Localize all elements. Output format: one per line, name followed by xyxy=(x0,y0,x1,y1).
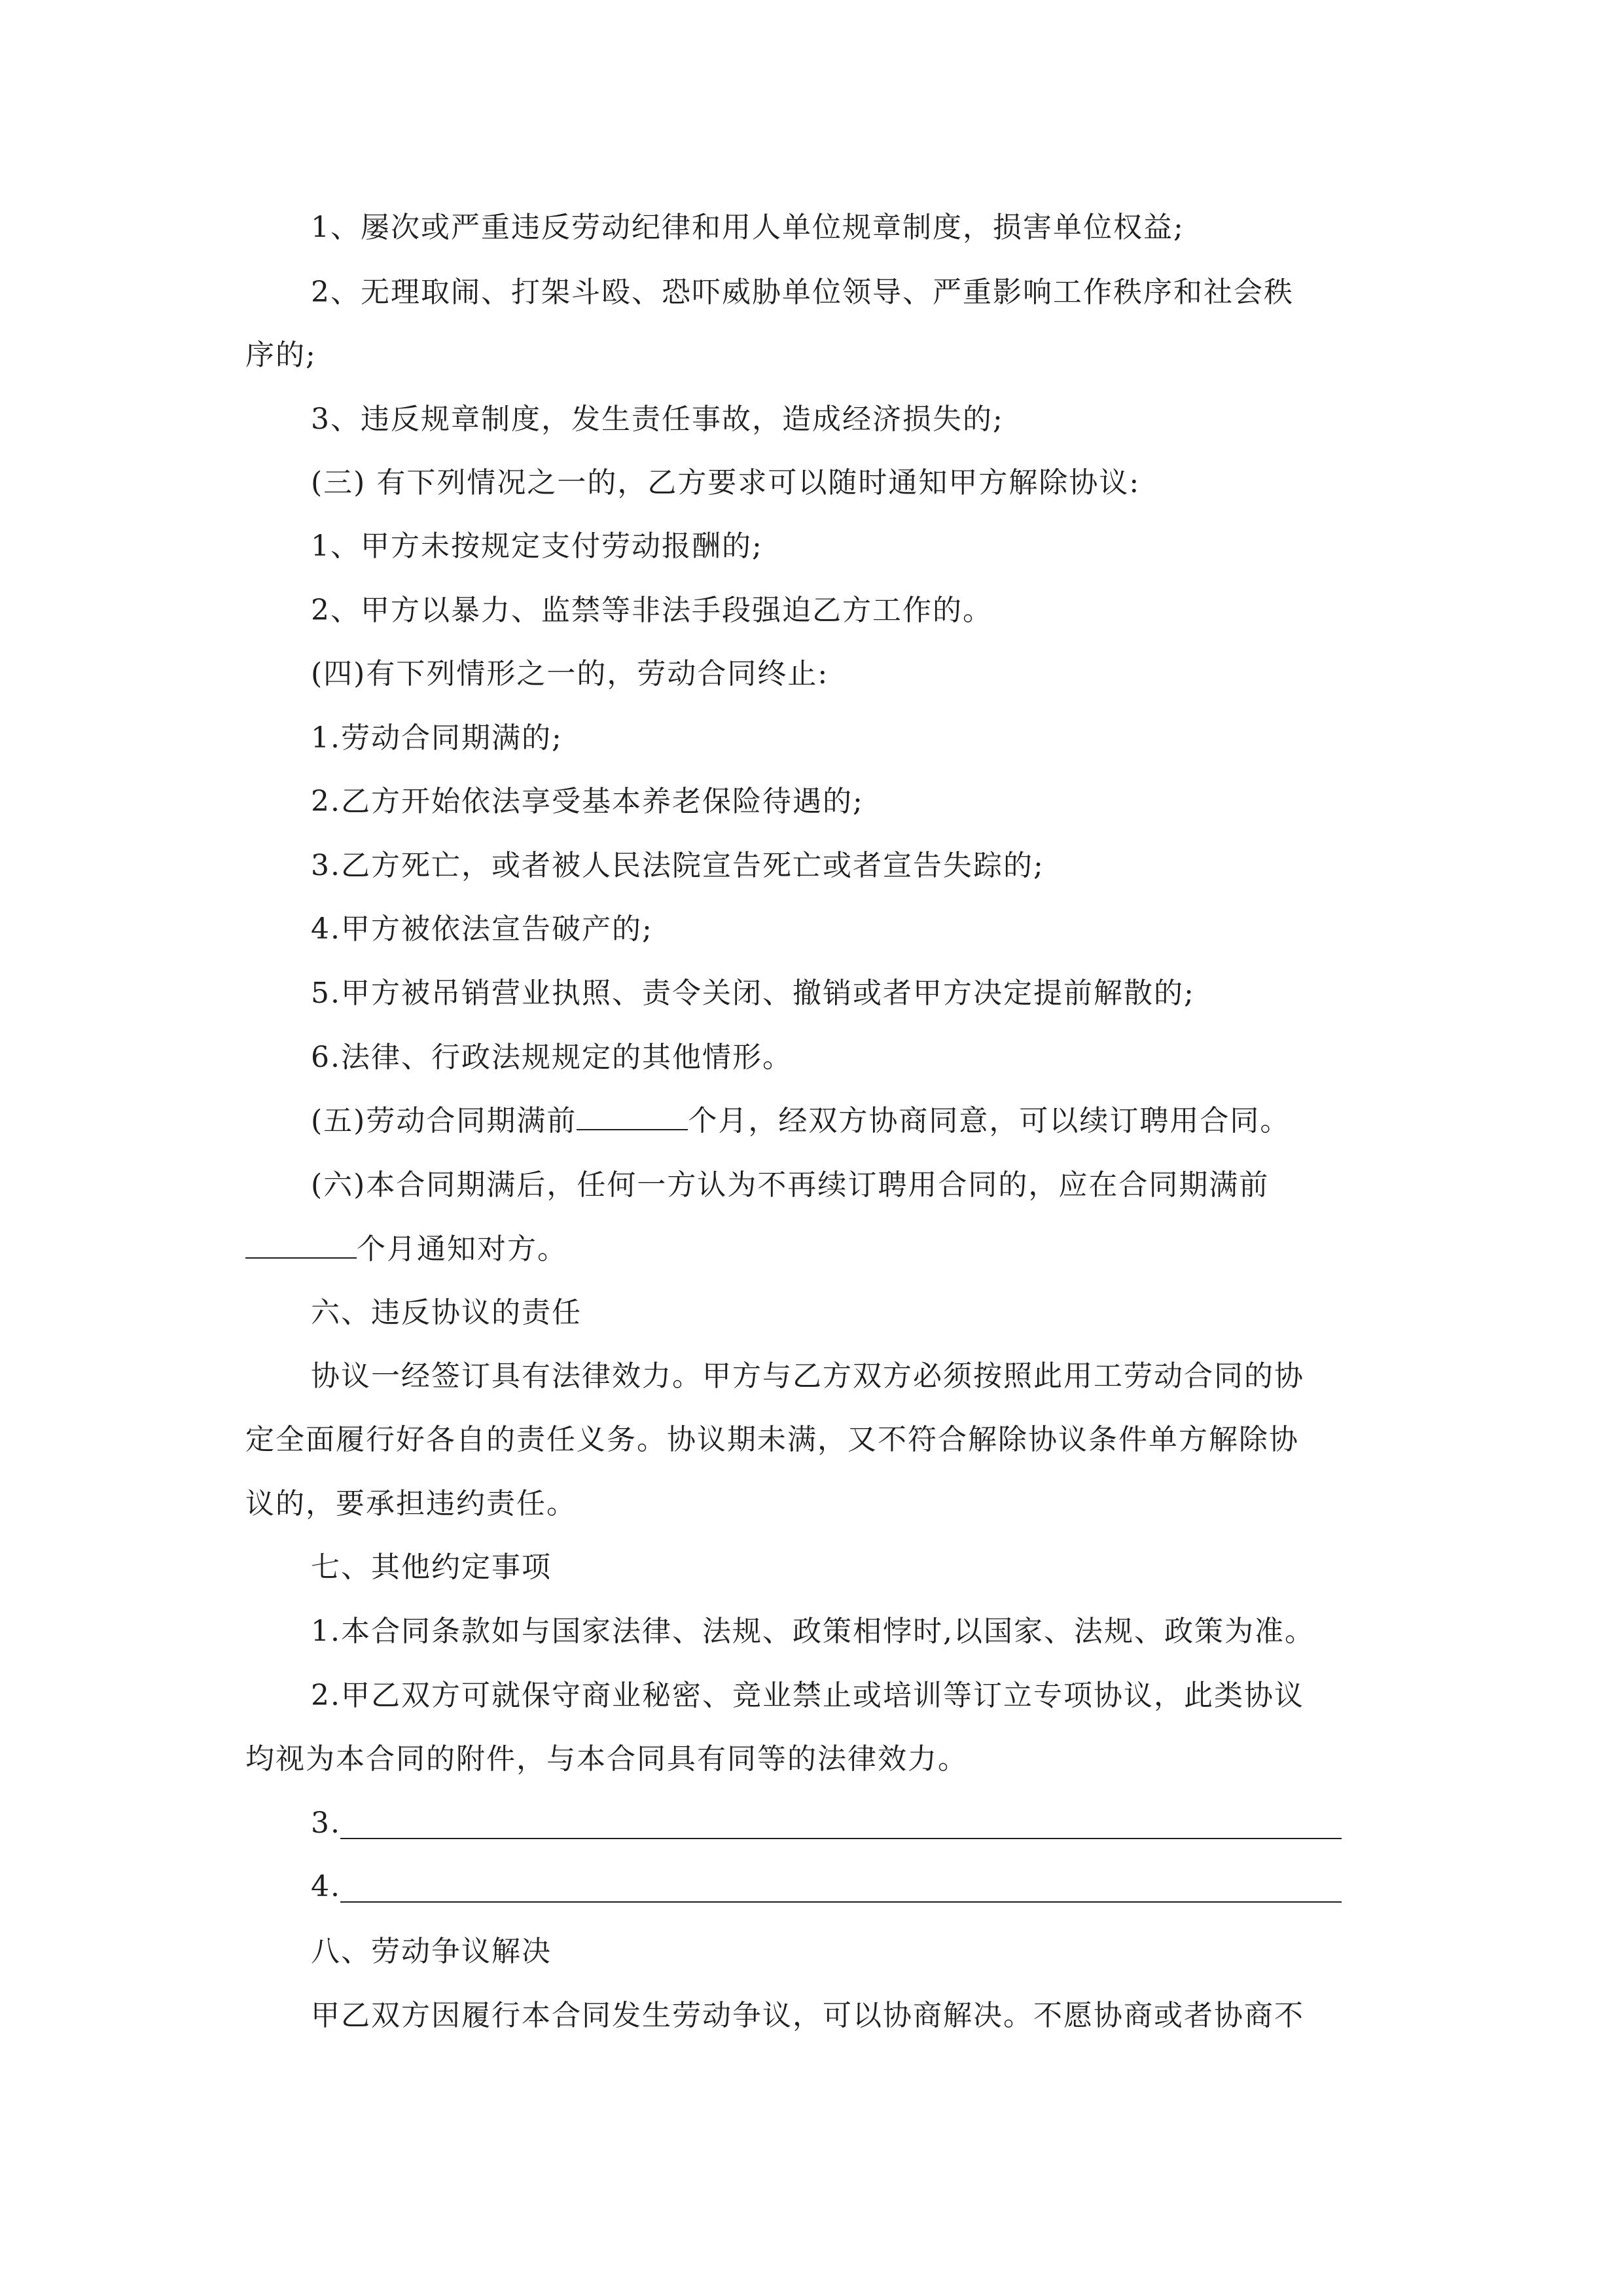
clause-line: 2、甲方以暴力、监禁等非法手段强迫乙方工作的。 xyxy=(311,594,993,627)
section-heading: (三) 有下列情况之一的，乙方要求可以随时通知甲方解除协议: xyxy=(311,466,1141,499)
fill-in-blank[interactable] xyxy=(245,1257,357,1259)
paragraph-line: 协议一经签订具有法律效力。甲方与乙方双方必须按照此用工劳动合同的协 xyxy=(311,1359,1304,1393)
clause-line: 均视为本合同的附件，与本合同具有同等的法律效力。 xyxy=(245,1742,968,1776)
clause-line: 2、无理取闹、打架斗殴、恐吓威胁单位领导、严重影响工作秩序和社会秩 xyxy=(311,276,1294,309)
section-heading: 八、劳动争议解决 xyxy=(311,1935,552,1968)
clause-line: 5.甲方被吊销营业执照、责令关闭、撤销或者甲方决定提前解散的; xyxy=(311,977,1195,1010)
clause-line: 1、甲方未按规定支付劳动报酬的; xyxy=(311,529,763,563)
clause-line-with-blank xyxy=(245,1230,567,1269)
paragraph-line: 甲乙双方因履行本合同发生劳动争议，可以协商解决。不愿协商或者协商不 xyxy=(311,1999,1304,2032)
section-heading: 七、其他约定事项 xyxy=(311,1551,552,1584)
clause-text: 个月通知对方。 xyxy=(357,1232,567,1266)
clause-line: 1.本合同条款如与国家法律、法规、政策相悖时,以国家、法规、政策为准。 xyxy=(311,1615,1315,1648)
clause-line: 2.甲乙双方可就保守商业秘密、竞业禁止或培训等订立专项协议，此类协议 xyxy=(311,1679,1304,1712)
clause-text: (五)劳动合同期满前 xyxy=(311,1104,577,1138)
clause-line: 1、屡次或严重违反劳动纪律和用人单位规章制度，损害单位权益; xyxy=(311,211,1185,244)
paragraph-line: 定全面履行好各自的责任义务。协议期未满，又不符合解除协议条件单方解除协 xyxy=(245,1423,1299,1456)
fill-in-line[interactable] xyxy=(340,1901,1342,1903)
clause-text: 个月，经双方协商同意，可以续订聘用合同。 xyxy=(688,1104,1291,1138)
clause-line: 6.法律、行政法规规定的其他情形。 xyxy=(311,1041,793,1074)
section-heading: 六、违反协议的责任 xyxy=(311,1296,582,1329)
clause-line: 序的; xyxy=(245,338,317,372)
section-heading: (四)有下列情形之一的，劳动合同终止: xyxy=(311,657,829,691)
clause-line: 4.甲方被依法宣告破产的; xyxy=(311,912,653,946)
clause-line: 1.劳动合同期满的; xyxy=(311,721,563,755)
blank-item-label: 3. xyxy=(311,1806,341,1840)
fill-in-line[interactable] xyxy=(340,1838,1342,1839)
clause-line-with-blank xyxy=(311,1102,1290,1141)
clause-line: 3、违反规章制度，发生责任事故，造成经济损失的; xyxy=(311,403,1004,436)
fill-in-blank[interactable] xyxy=(577,1128,688,1130)
clause-line: 3.乙方死亡，或者被人民法院宣告死亡或者宣告失踪的; xyxy=(311,849,1044,882)
paragraph-line: 议的，要承担违约责任。 xyxy=(245,1487,577,1520)
section-heading: (六)本合同期满后，任何一方认为不再续订聘用合同的，应在合同期满前 xyxy=(311,1168,1270,1202)
clause-line: 2.乙方开始依法享受基本养老保险待遇的; xyxy=(311,785,864,818)
blank-item-label: 4. xyxy=(311,1870,341,1903)
